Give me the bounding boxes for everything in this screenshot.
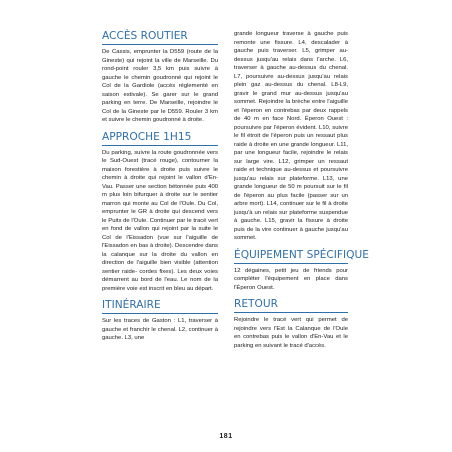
page-number: 181 [219,433,233,440]
heading-itineraire: ITINÉRAIRE [102,299,218,314]
text-approche: Du parking, suivre la route goudronnée vers le Sud-Ouest (tracé rouge), contourner la maison forestière à droite puis suivre le chemin à droite qui rejoint le vallon d'En-Vau. Passer une section bétonnée puis 400 m plus loin bifurquer à droite sur le sentier marron qui monte au Col de l'Oule. Du Col, emprunter le GR à droite qui descend vers le Puits de l'Oule. Continuer par le tracé vert en fond de vallon qui rejoint par la suite le Col de l'Eissadon (vue sur l'aiguille de l'Eissadon en bas à droite). Descendre dans la calanque sur la droite du vallon en direction de l'aiguille bien visible (attention sentier raide- cordes fixes). Les deux voies démarrent au bord de l'eau. Le nom de la première voie est inscrit en bleu au départ. [102,149,218,292]
heading-approche: APPROCHE 1H15 [102,131,218,146]
left-column [102,30,218,343]
text-acces-routier: De Cassis, emprunter la D559 (route de la Gineste) qui rejoint la ville de Marseille. Du rond-point rouler 3,5 km puis suivre à gauche le chemin goudronné qui rejoint le Col de la Gardiole (accès réglementé en saison estivale). Se garer sur le grand parking en terre. De Marseille, rejoindre le Col de la Gineste par le D559. Rouler 3 km et suivre le chemin goudronné à droite. [102,49,218,123]
text-itineraire-continued: grande longueur traverse à gauche puis remonte une fissure. L4, descalader à gauche puis traverser. L5, grimper au-dessus jusqu'au relais dans l'arche. L6, traverser à gauche au-dessus du chenal. L7, poursuivre au-dessus jusqu'au relais plein gaz au-dessus du chenal. L8-L9, gravir le grand mur au-dessus jusqu'au sommet. Rejoindre la brèche entre l'aiguille et l'éperon en contrebas par deux rappels de 40 m en face Nord. Éperon Ouest : poursuivre par l'éperon évident. L10, suivre le fil étroit de l'éperon puis un ressaut plus raide à droite en une grande longueur. L11, par une longueur facile, rejoindre le relais sur large vire. L12, grimper un ressaut raide et technique au-dessus et poursuivre jusqu'au relais sur plateforme. L13, une grande longueur de 50 m poursuit sur le fil de l'éperon au plus facile (passer sur un arbre mort). L14, continuer sur le fil à droite jusqu'à un relais sur plateforme suspendue à gauche. L15, gravir la fissure à droite puis de la vire continuer à gauche jusqu'au sommet. [234,31,348,241]
heading-retour: RETOUR [234,298,348,313]
heading-acces-routier: ACCÈS ROUTIER [102,30,218,45]
heading-equipement: ÉQUIPEMENT SPÉCIFIQUE [234,249,348,264]
text-equipement: 12 dégaines, petit jeu de friends pour compléter l'équipement en place dans l'Éperon Ouest. [234,267,348,291]
text-itineraire-start: Sur les traces de Gaston : L1, traverser à gauche et franchir le chenal. L2, continuer à gauche. L3, une [102,318,218,341]
text-retour: Rejoindre le tracé vert qui permet de rejoindre vers l'Est la Calanque de l'Oule en contrebas puis le vallon d'En-Vau et le parking en suivant le tracé d'accès. [234,317,348,349]
right-column [234,30,369,350]
